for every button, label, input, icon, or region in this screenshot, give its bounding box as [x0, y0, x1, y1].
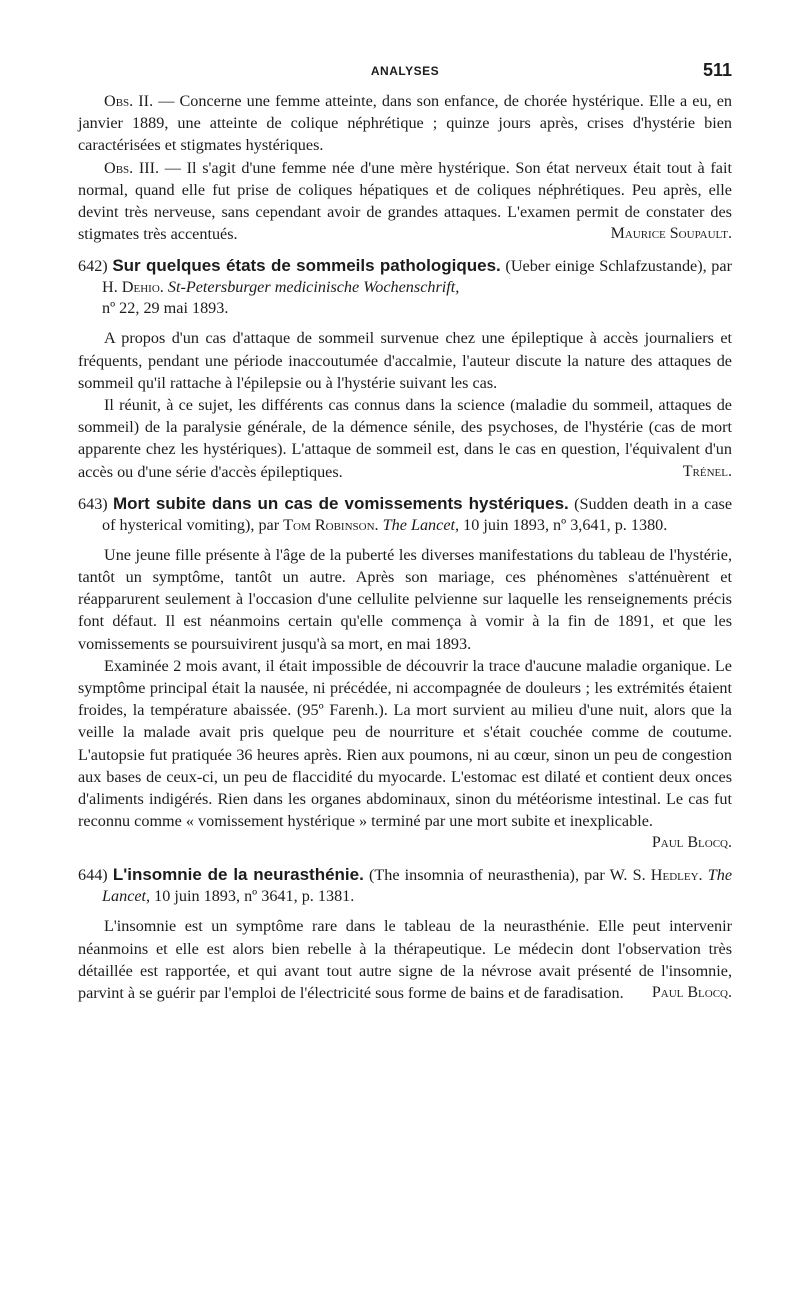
entry-642-signature: Trénel. — [682, 462, 732, 480]
entry-642-reference: (Ueber einige Schlafzustande), par H. — [102, 257, 732, 297]
observation-2 — [78, 90, 732, 157]
entry-642-number: 642) — [78, 257, 108, 276]
page-number: 511 — [702, 60, 732, 80]
entry-643-author: Tom Robinson. — [283, 515, 379, 534]
entry-644-journal: The Lancet, — [102, 866, 733, 906]
entry-644-number: 644) — [78, 866, 108, 885]
entry-644-heading — [78, 864, 732, 907]
entry-642-title: Sur quelques états de sommeils pathologiques. — [112, 256, 501, 276]
entry-643-signature: Paul Blocq. — [651, 834, 732, 852]
entry-643-paragraph-2: Examinée 2 mois avant, il était impossible de découvrir la trace d'aucune maladie organique. Le symptôme principal était la nausée, ni précédée, ni accompagnée de douleurs ; les extrémités étaient froides, la température abaissée. (95º Farenh.). La mort survient au milieu d'une nuit, alors que la veille la malade avait pris quelque peu de nourriture et s'était couchée comme de coutume. L'autopsie fut pratiquée 36 heures après. Rien aux poumons, ni au cœur, sinon un peu de congestion aux bases de ceux-ci, un peu de flaccidité du myocarde. L'estomac est dilaté et contient deux onces d'aliments indigérés. Rien dans les organes abdominaux, sinon du météorisme intestinal. Le cas fut reconnu comme « vomissement hystérique » terminé par une mort subite et inexplicable. — [78, 656, 732, 831]
entry-644-reference: (The insomnia of neurasthenia), par W. S. — [363, 866, 651, 885]
observation-3-text: — Il s'agit d'une femme née d'une mère hystérique. Son état nerveux était tout à fait normal, quand elle fut prise de coliques hépatiques et de coliques néphrétiques. Peu après, elle devint très nerveuse, sans cependant avoir de grandes attaques. L'examen permit de constater des stigmates très accentués. — [78, 158, 732, 244]
entry-643-heading — [78, 493, 732, 536]
entry-644-abstract — [78, 915, 732, 1004]
entry-644-issue: 10 juin 1893, nº 3641, p. 1381. — [150, 887, 355, 906]
document-page — [78, 56, 732, 1004]
entry-643-abstract — [78, 544, 732, 855]
entry-643-issue: 10 juin 1893, nº 3,641, p. 1380. — [459, 515, 668, 534]
running-head-title: ANALYSES — [370, 64, 440, 78]
entry-642-issue: nº 22, 29 mai 1893. — [102, 299, 229, 318]
entry-643-reference: (Sudden death in a case of hysterical vomiting), par — [102, 494, 733, 534]
entry-642-paragraph-1: A propos d'un cas d'attaque de sommeil survenue chez une épileptique à accès journaliers et fréquents, pendant une période inaccoutumée d'accalmie, l'auteur discute la nature des attaques de sommeil qu'il rattache à l'épilepsie ou à l'hystérie suivant les cas. — [78, 329, 732, 392]
observation-3-signature: Maurice Soupault. — [610, 225, 732, 243]
entry-643-journal: The Lancet, — [378, 515, 460, 534]
entry-642-paragraph-2: Il réunit, à ce sujet, les différents cas connus dans la science (maladie du sommeil, attaques de sommeil) de la paralysie générale, de la démence sénile, des psychoses, de l'hystérie (cas de mort apparente chez les hystériques). L'attaque de sommeil est, dans le cas en question, l'équivalent d'un accès ou d'une série d'accès épileptiques. — [78, 396, 732, 481]
entry-643-paragraph-1: Une jeune fille présente à l'âge de la puberté les diverses manifestations du tableau de l'hystérie, tantôt un symptôme, tantôt un autre. Après son mariage, ces phénomènes s'atténuèrent et réapparurent seulement à l'occasion d'une cellulite pelvienne sur laquelle les renseignements précis font défaut. Il est néanmoins certain qu'elle commença à vomir à la fin de 1891, et que les vomissements se poursuivirent jusqu'à sa mort, en mai 1893. — [78, 545, 732, 653]
observation-2-label: Obs. II. — [104, 92, 154, 110]
entry-644-paragraph-1: L'insomnie est un symptôme rare dans le tableau de la neurasthénie. Elle peut intervenir néanmoins et elle est alors bien rebelle à la thérapeutique. Le médecin dont l'observation très détaillée est rapportée, et qui avant tout autre signe de la névrose avait présenté de l'insomnie, parvint à se guérir par l'emploi de l'électricité sous forme de bains et de faradisation. — [78, 917, 732, 1003]
entry-643-number: 643) — [78, 494, 108, 513]
running-head — [78, 56, 732, 90]
entry-644-signature: Paul Blocq. — [651, 984, 732, 1002]
entry-642-journal: St-Petersburger medicinische Wochenschrift, — [163, 278, 460, 297]
entry-642-author: Dehio. — [121, 278, 164, 297]
entry-642-abstract — [78, 327, 732, 482]
observation-3-label: Obs. III. — [104, 158, 160, 177]
observation-2-text: — Concerne une femme atteinte, dans son enfance, de chorée hystérique. Elle a eu, en janvier 1889, une atteinte de colique néphrétique ; quinze jours après, crises d'hystérie bien caractérisées et stigmates hystériques. — [78, 92, 732, 155]
entry-642 — [78, 255, 732, 482]
entry-644 — [78, 864, 732, 1004]
entry-643 — [78, 493, 732, 855]
entry-643-title: Mort subite dans un cas de vomissements hystériques. — [113, 493, 569, 513]
entry-644-title: L'insomnie de la neurasthénie. — [112, 865, 364, 885]
entry-642-heading — [78, 255, 732, 319]
entry-644-author: Hedley. — [650, 866, 703, 885]
